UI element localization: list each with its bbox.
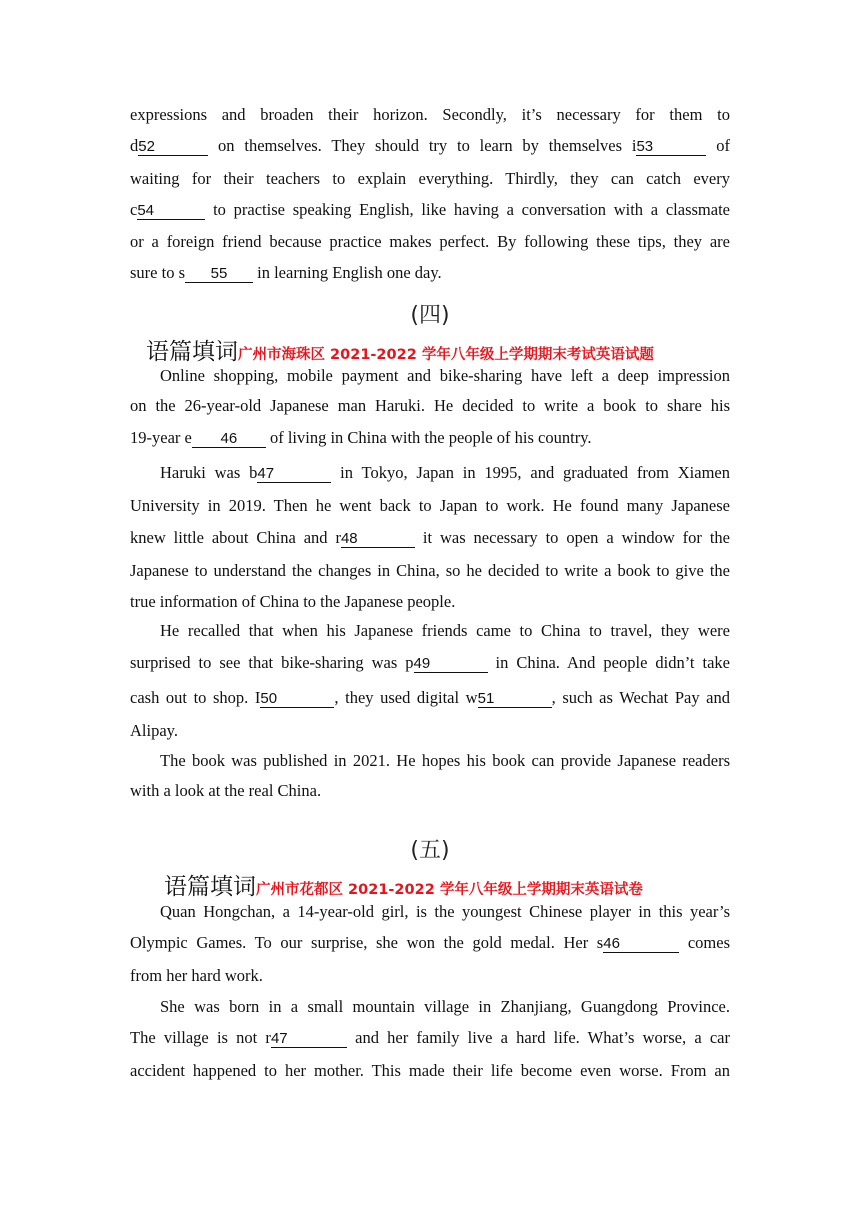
blank-49[interactable]: 49 [414, 656, 488, 673]
paragraph-line: The village is not r47 and her family live a hard life. What’s worse, a car [130, 1028, 730, 1047]
paragraph-line: Quan Hongchan, a 14-year-old girl, is the youngest Chinese player in this year’s [160, 902, 730, 921]
section-label: 语篇填词 [164, 874, 256, 900]
blank-48[interactable]: 48 [341, 531, 415, 548]
paragraph-line: expressions and broaden their horizon. Secondly, it’s necessary for them to [130, 105, 730, 124]
paragraph-line: surprised to see that bike-sharing was p49 in China. And people didn’t take [130, 653, 730, 672]
section-number: (五) [410, 838, 450, 863]
paragraph-line: true information of China to the Japanese people. [130, 592, 456, 611]
blank-55[interactable]: 55 [185, 266, 253, 283]
paragraph-line: The book was published in 2021. He hopes his book can provide Japanese readers [160, 751, 730, 770]
blank-54[interactable]: 54 [137, 203, 205, 220]
blank-46[interactable]: 46 [603, 936, 679, 953]
blank-46[interactable]: 46 [192, 431, 266, 448]
paragraph-line: or a foreign friend because practice makes perfect. By following these tips, they are [130, 232, 730, 251]
paragraph-line: Alipay. [130, 721, 178, 740]
section-heading [146, 333, 654, 366]
section-source: 广州市海珠区 2021-2022 学年八年级上学期期末考试英语试题 [238, 347, 654, 363]
paragraph-line: from her hard work. [130, 966, 263, 985]
blank-47[interactable]: 47 [271, 1031, 347, 1048]
section-number: (四) [410, 303, 450, 328]
blank-47[interactable]: 47 [257, 466, 331, 483]
paragraph-line: Online shopping, mobile payment and bike-sharing have left a deep impression [160, 366, 730, 385]
paragraph-line: accident happened to her mother. This made their life become even worse. From an [130, 1061, 730, 1080]
section-label: 语篇填词 [146, 339, 238, 365]
blank-50[interactable]: 50 [260, 691, 334, 708]
paragraph-line: Olympic Games. To our surprise, she won the gold medal. Her s46 comes [130, 933, 731, 952]
paragraph-line: 19-year e 46 of living in China with the people of his country. [130, 428, 592, 447]
paragraph-line: cash out to shop. I50 , they used digital w51 , such as Wechat Pay and [130, 688, 731, 707]
paragraph-line: Haruki was b47 in Tokyo, Japan in 1995, and graduated from Xiamen [160, 463, 730, 482]
paragraph-line: University in 2019. Then he went back to Japan to work. He found many Japanese [130, 496, 730, 515]
blank-52[interactable]: 52 [138, 139, 208, 156]
blank-51[interactable]: 51 [478, 691, 552, 708]
paragraph-line: She was born in a small mountain village in Zhanjiang, Guangdong Province. [160, 997, 730, 1016]
paragraph-line: Japanese to understand the changes in China, so he decided to write a book to give the [130, 561, 730, 580]
section-heading [164, 868, 643, 901]
section-source: 广州市花都区 2021-2022 学年八年级上学期期末英语试卷 [256, 882, 643, 898]
paragraph-line: c54 to practise speaking English, like having a conversation with a classmate [130, 200, 730, 219]
paragraph-line: on the 26-year-old Japanese man Haruki. He decided to write a book to share his [130, 396, 730, 415]
paragraph-line: d52 on themselves. They should try to learn by themselves i53 of [130, 136, 730, 155]
blank-53[interactable]: 53 [636, 139, 706, 156]
paragraph-line: waiting for their teachers to explain everything. Thirdly, they can catch every [130, 169, 730, 188]
paragraph-line: with a look at the real China. [130, 781, 322, 800]
paragraph-line: sure to s 55 in learning English one day. [130, 263, 442, 282]
paragraph-line: knew little about China and r48 it was necessary to open a window for the [130, 528, 730, 547]
paragraph-line: He recalled that when his Japanese friends came to China to travel, they were [160, 621, 730, 640]
